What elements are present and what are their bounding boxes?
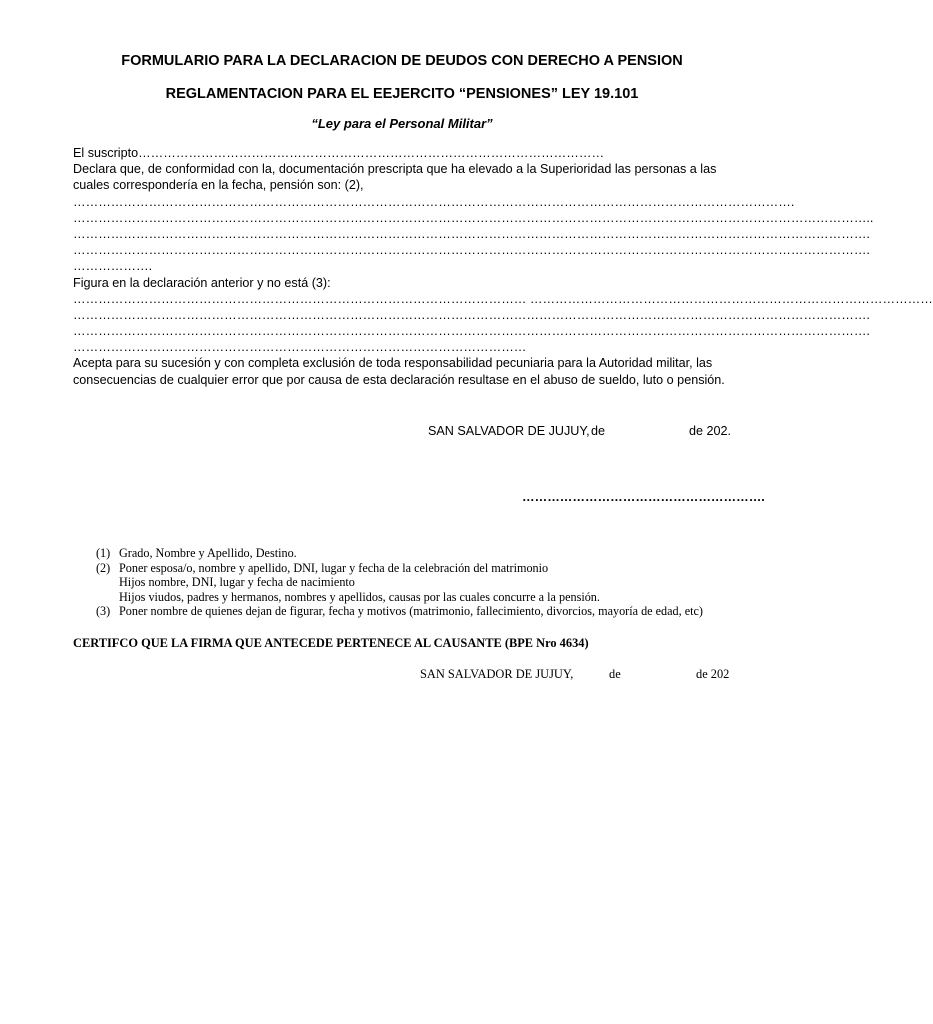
date-de: de <box>609 667 621 681</box>
footnote-number: (1) <box>96 546 111 560</box>
date-de: de <box>591 424 606 438</box>
footnote-text: Poner nombre de quienes dejan de figurar, fecha y motivos (matrimonio, fallecimiento, divorcios, mayoría de edad, etc) <box>119 604 703 619</box>
footnote-number: (3) <box>96 604 111 619</box>
certification-statement: CERTIFCO QUE LA FIRMA QUE ANTECEDE PERTENECE AL CAUSANTE (BPE Nro 4634) <box>73 636 589 650</box>
footnotes <box>96 546 756 619</box>
dotted-line: ………………………………………………………………………………………………………………………………………………………………………. <box>73 324 870 339</box>
acepta-paragraph: Acepta para su sucesión y con completa exclusión de toda responsabilidad pecuniaria para la Autoridad militar, las consecuencias de cualquier error que por causa de esta declaración resultase en el abuso de sueldo, luto o pensión. <box>73 356 725 387</box>
footnote-3 <box>96 604 756 619</box>
figura-line: Figura en la declaración anterior y no está (3): <box>73 275 331 290</box>
footnote-text: Poner esposa/o, nombre y apellido, DNI, lugar y fecha de la celebración del matrimonio <box>119 560 549 575</box>
date-year: de 202 <box>696 667 730 681</box>
declara-paragraph: Declara que, de conformidad con la, documentación prescripta que ha elevado a la Superioridad las personas a las cuales correspondería en la fecha, pensión son: (2), <box>73 162 717 193</box>
form-title: FORMULARIO PARA LA DECLARACION DE DEUDOS CON DERECHO A PENSION <box>121 53 683 69</box>
declaration-body <box>73 145 933 388</box>
footnote-number: (2) <box>96 560 111 575</box>
footnote-1 <box>96 546 756 561</box>
dotted-line: ……………………………………………………………………………………………… …………………………………………………………………………………… <box>73 291 933 306</box>
dotted-line: ……………………………………………………………………………………………………………………………………………………………………….. <box>73 210 874 225</box>
dotted-line: ………………. <box>73 259 153 274</box>
footnote-text: Grado, Nombre y Apellido, Destino. <box>119 546 297 560</box>
dotted-line: ………………………………………………………………………………………………………………………………………………………………………. <box>73 307 870 322</box>
place-name: SAN SALVADOR DE JUJUY, <box>428 424 590 438</box>
place-date-line <box>428 424 732 438</box>
dotted-line: ………………………………………………………………………………………………………………………………………………………………………. <box>73 226 870 241</box>
dotted-line: ………………………………………………………………………………………………………………………………………………………. <box>73 194 795 209</box>
dotted-line: ………………………………………………………………………………………………………………………………………………………………………. <box>73 243 870 258</box>
dotted-line: ……………………………………………………………………………………………… <box>73 340 527 355</box>
form-subtitle: REGLAMENTACION PARA EL EEJERCITO “PENSIONES” LEY 19.101 <box>165 86 639 102</box>
place-date-line-2 <box>420 667 730 682</box>
signature-line: …………………………………………………. <box>522 490 765 504</box>
date-year: de 202. <box>689 424 732 438</box>
footnote-text: Hijos nombre, DNI, lugar y fecha de nacimiento <box>119 575 355 590</box>
footnote-2 <box>96 561 756 605</box>
suscripto-line: El suscripto………………………………………………………………………………………………… <box>73 146 605 160</box>
footnote-text: Hijos viudos, padres y hermanos, nombres y apellidos, causas por las cuales concurre a la pensión. <box>119 589 600 604</box>
place-name: SAN SALVADOR DE JUJUY, <box>420 667 574 681</box>
law-name: “Ley para el Personal Militar” <box>311 116 493 131</box>
